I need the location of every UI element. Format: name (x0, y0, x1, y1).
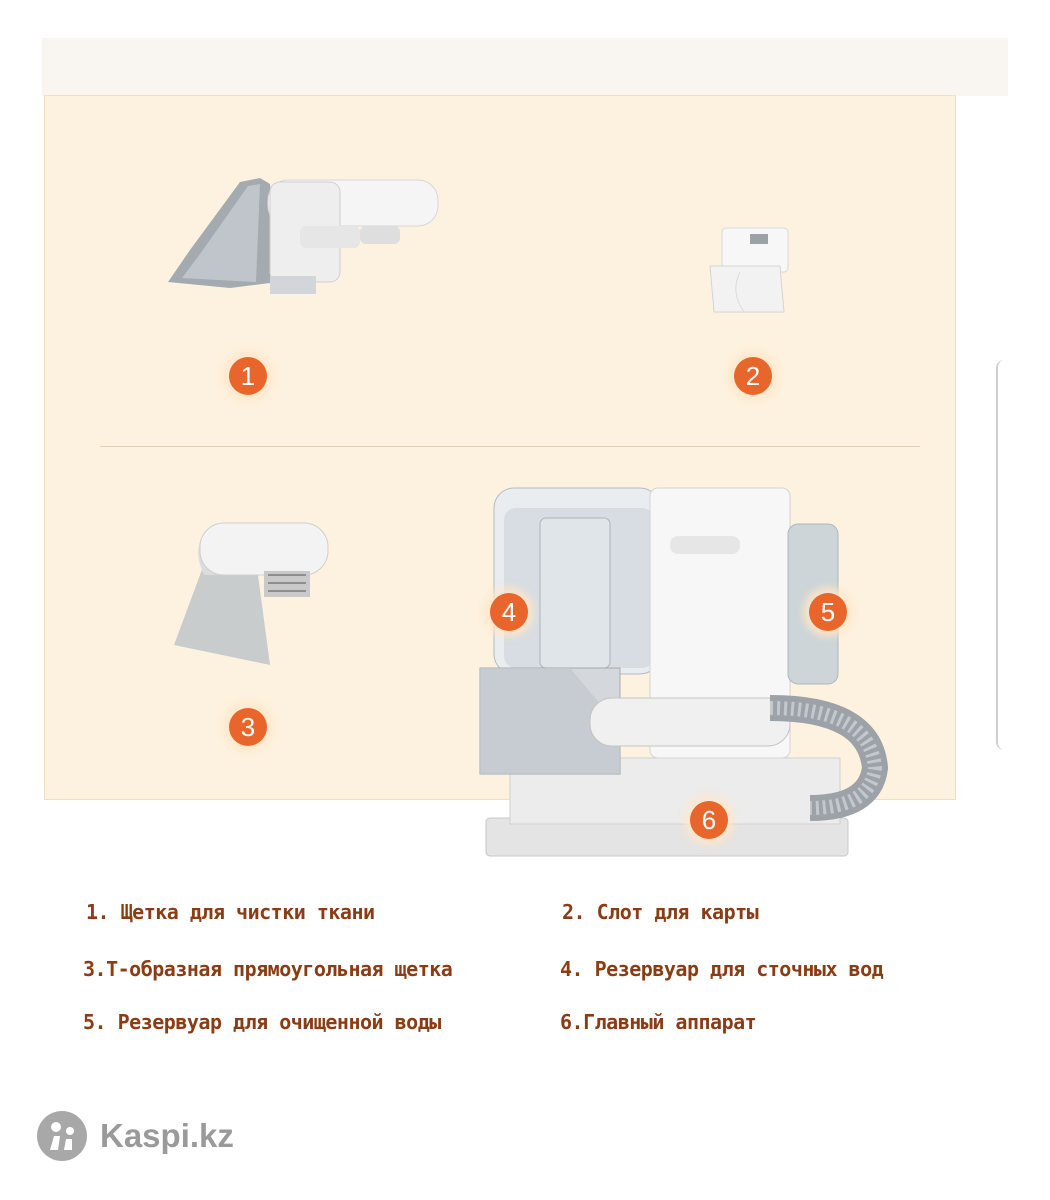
caption-6: 6.Главный аппарат (560, 1010, 757, 1034)
badge-1: 1 (229, 357, 267, 395)
badge-5: 5 (809, 593, 847, 631)
brand-name: Kaspi.kz (100, 1117, 234, 1154)
caption-3: 3.Т-образная прямоугольная щетка (83, 957, 453, 981)
caption-4: 4. Резервуар для сточных вод (560, 957, 884, 981)
panel-divider (100, 446, 920, 447)
kaspi-logo-icon (36, 1110, 88, 1162)
caption-5: 5. Резервуар для очищенной воды (83, 1010, 441, 1034)
t-brush-illustration (170, 515, 340, 675)
main-unit-illustration (470, 478, 890, 863)
card-slot-illustration (700, 222, 800, 322)
badge-6: 6 (690, 801, 728, 839)
badge-2: 2 (734, 357, 772, 395)
caption-1: 1. Щетка для чистки ткани (86, 900, 375, 924)
badge-3: 3 (229, 708, 267, 746)
fabric-brush-illustration (160, 170, 450, 320)
top-background-strip (42, 38, 1008, 96)
caption-2: 2. Слот для карты (562, 900, 759, 924)
badge-4: 4 (490, 593, 528, 631)
scroll-edge (996, 360, 1010, 750)
kaspi-watermark (36, 1110, 234, 1162)
